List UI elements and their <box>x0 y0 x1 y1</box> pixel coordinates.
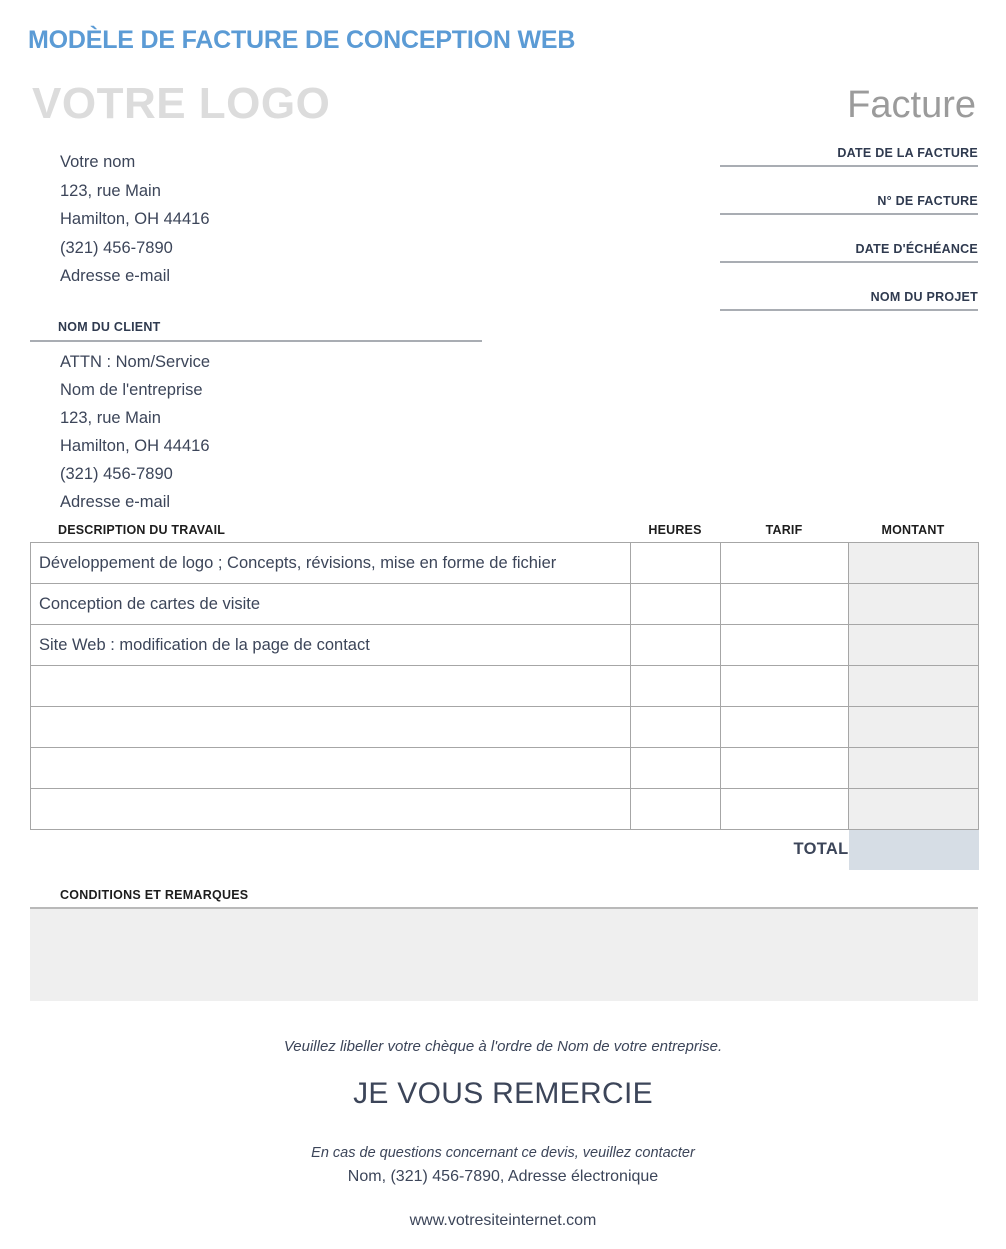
cell-hours[interactable] <box>631 748 721 789</box>
meta-field-invoice-number[interactable] <box>720 194 978 215</box>
invoice-meta-fields <box>720 146 978 311</box>
client-line: ATTN : Nom/Service <box>60 353 211 371</box>
check-payable-note: Veuillez libeller votre chèque à l'ordre de Nom de votre entreprise. <box>283 1038 723 1055</box>
meta-field-rule <box>720 261 978 263</box>
cell-amount[interactable] <box>849 543 979 584</box>
sender-line: (321) 456-7890 <box>60 238 173 257</box>
cell-description[interactable]: Développement de logo ; Concepts, révisions, mise en forme de fichier <box>31 543 631 584</box>
total-value[interactable] <box>849 830 979 870</box>
client-line: (321) 456-7890 <box>60 465 173 483</box>
sender-line: Adresse e-mail <box>60 267 171 285</box>
sender-line: Hamilton, OH 44416 <box>60 210 210 228</box>
meta-field-invoice-date[interactable] <box>720 146 978 167</box>
table-row[interactable] <box>31 543 979 584</box>
page-title: MODÈLE DE FACTURE DE CONCEPTION WEB <box>28 26 576 54</box>
cell-description[interactable] <box>31 666 631 707</box>
column-header-description: DESCRIPTION DU TRAVAIL <box>58 523 226 537</box>
cell-hours[interactable] <box>631 789 721 830</box>
meta-field-project-name[interactable] <box>720 290 978 311</box>
client-address-lines <box>30 342 482 516</box>
cell-hours[interactable] <box>631 543 721 584</box>
contact-line: Nom, (321) 456-7890, Adresse électronique <box>347 1168 659 1185</box>
client-line: 123, rue Main <box>60 409 161 427</box>
terms-label: CONDITIONS ET REMARQUES <box>60 888 249 902</box>
total-spacer-hours <box>631 830 721 870</box>
client-name-label: NOM DU CLIENT <box>58 320 161 334</box>
invoice-heading: Facture <box>847 84 976 126</box>
cell-rate[interactable] <box>721 748 849 789</box>
meta-field-rule <box>720 213 978 215</box>
line-items-table <box>30 523 978 870</box>
terms-input-area[interactable] <box>30 909 978 1001</box>
cell-description[interactable] <box>31 707 631 748</box>
sender-line: 123, rue Main <box>60 181 161 200</box>
table-row[interactable] <box>31 707 979 748</box>
cell-hours[interactable] <box>631 584 721 625</box>
cell-amount[interactable] <box>849 748 979 789</box>
meta-field-rule <box>720 165 978 167</box>
questions-note: En cas de questions concernant ce devis, veuillez contacter <box>311 1145 695 1161</box>
invoice-header <box>0 78 1006 134</box>
meta-field-label: DATE DE LA FACTURE <box>837 146 978 160</box>
cell-amount[interactable] <box>849 625 979 666</box>
table-total-row <box>31 830 979 870</box>
table-row[interactable] <box>31 748 979 789</box>
cell-description[interactable]: Site Web : modification de la page de contact <box>31 625 631 666</box>
cell-rate[interactable] <box>721 625 849 666</box>
client-line: Adresse e-mail <box>60 493 171 511</box>
sender-address-block <box>60 148 480 291</box>
total-spacer-description <box>31 830 631 870</box>
cell-hours[interactable] <box>631 666 721 707</box>
thank-you-heading: JE VOUS REMERCIE <box>353 1077 653 1110</box>
column-header-rate: TARIF <box>765 523 803 537</box>
meta-field-label: N° DE FACTURE <box>877 194 978 208</box>
total-label: TOTAL <box>793 840 849 859</box>
client-address-block <box>30 320 482 516</box>
cell-amount[interactable] <box>849 584 979 625</box>
cell-rate[interactable] <box>721 789 849 830</box>
meta-field-label: DATE D'ÉCHÉANCE <box>855 242 978 256</box>
table-row[interactable] <box>31 789 979 830</box>
cell-amount[interactable] <box>849 707 979 748</box>
client-line: Nom de l'entreprise <box>60 381 203 399</box>
column-header-amount: MONTANT <box>881 523 945 537</box>
cell-description[interactable]: Conception de cartes de visite <box>31 584 631 625</box>
logo-placeholder: VOTRE LOGO <box>32 79 331 128</box>
table-header-row <box>30 523 978 542</box>
table-row[interactable] <box>31 584 979 625</box>
cell-amount[interactable] <box>849 789 979 830</box>
meta-field-label: NOM DU PROJET <box>870 290 978 304</box>
table-row[interactable] <box>31 666 979 707</box>
column-header-hours: HEURES <box>648 523 702 537</box>
cell-amount[interactable] <box>849 666 979 707</box>
terms-and-notes-block <box>30 888 978 1001</box>
cell-hours[interactable] <box>631 707 721 748</box>
cell-rate[interactable] <box>721 666 849 707</box>
cell-rate[interactable] <box>721 584 849 625</box>
invoice-footer <box>0 1036 1006 1234</box>
cell-description[interactable] <box>31 789 631 830</box>
cell-rate[interactable] <box>721 543 849 584</box>
website-line: www.votresiteinternet.com <box>409 1212 597 1229</box>
table-row[interactable] <box>31 625 979 666</box>
meta-field-due-date[interactable] <box>720 242 978 263</box>
sender-line: Votre nom <box>60 153 136 171</box>
cell-description[interactable] <box>31 748 631 789</box>
cell-hours[interactable] <box>631 625 721 666</box>
client-line: Hamilton, OH 44416 <box>60 437 210 455</box>
meta-field-rule <box>720 309 978 311</box>
cell-rate[interactable] <box>721 707 849 748</box>
line-items-grid <box>30 542 979 870</box>
